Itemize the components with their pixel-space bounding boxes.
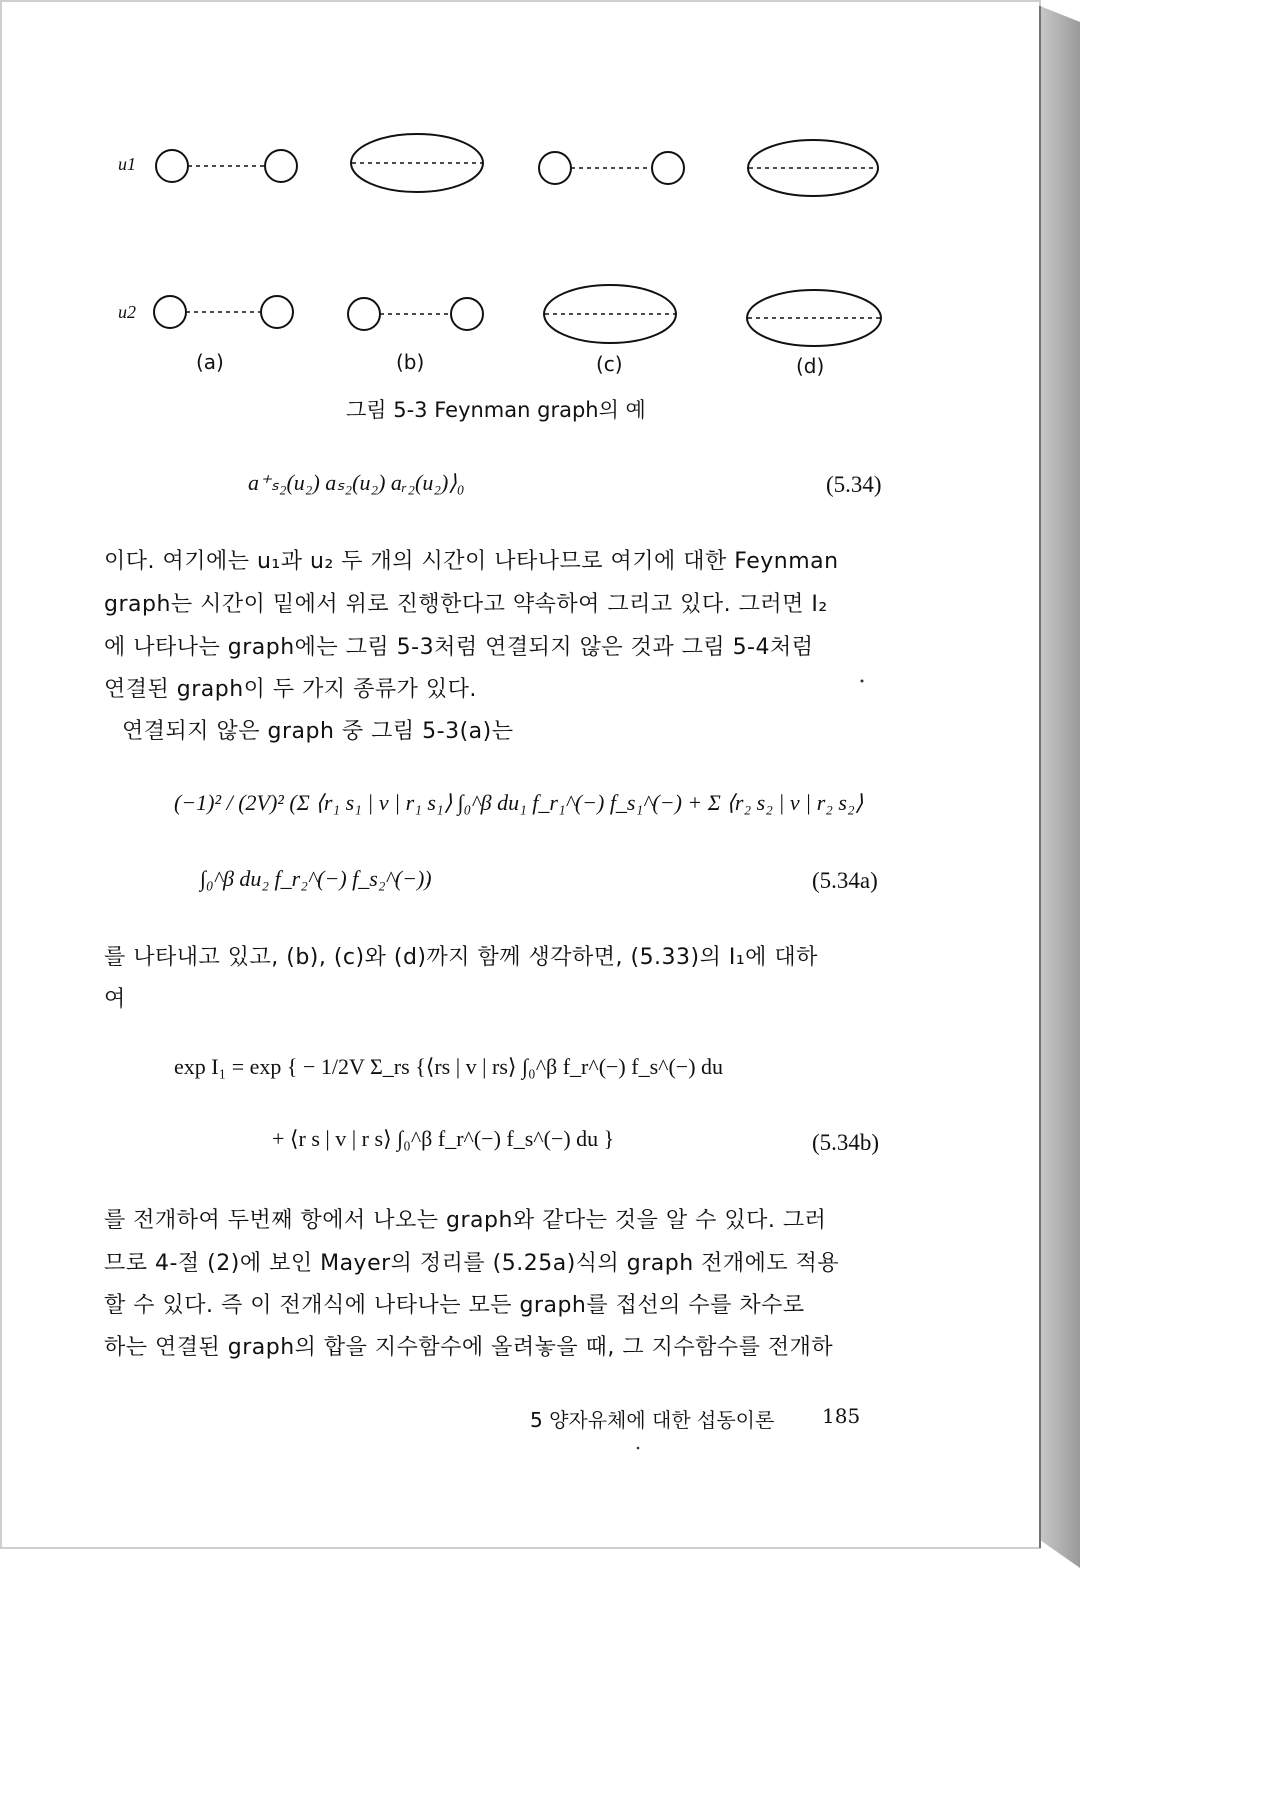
paragraph-line: 므로 4-절 (2)에 보인 Mayer의 정리를 (5.25a)식의 graph 전개에도 적용 <box>104 1251 840 1276</box>
paragraph-line: 연결되지 않은 graph 중 그림 5-3(a)는 <box>122 719 514 744</box>
equation-number-5-34b: (5.34b) <box>812 1130 880 1155</box>
vertex-circle <box>261 296 293 328</box>
graph-c-top <box>539 152 684 184</box>
graph-b-top <box>351 134 483 192</box>
graph-c-bottom <box>544 285 676 343</box>
equation-number-5-34: (5.34) <box>826 472 882 497</box>
graph-d-bottom <box>747 290 881 346</box>
paragraph-line: 에 나타나는 graph에는 그림 5-3처럼 연결되지 않은 것과 그림 5-4처럼 <box>104 635 814 660</box>
page-thickness-edge <box>1040 6 1080 1568</box>
equation-number-5-34a: (5.34a) <box>812 868 878 893</box>
graph-a-bottom <box>154 296 293 328</box>
equation-5-34a-line1: (−1)² / (2V)² (Σ ⟨r₁ s₁ | v | r₁ s₁⟩ ∫₀^β du₁ f_r₁^(−) f_s₁^(−) + Σ ⟨r₂ s₂ | v | r₂ s₂⟩ <box>174 790 864 815</box>
vertex-circle <box>652 152 684 184</box>
equation-5-34: a⁺ₛ₂(u₂) aₛ₂(u₂) aᵣ₂(u₂)⟩₀ <box>248 470 465 495</box>
paragraph-line: 하는 연결된 graph의 합을 지수함수에 올려놓을 때, 그 지수함수를 전개하 <box>104 1335 834 1360</box>
paragraph-line: graph는 시간이 밑에서 위로 진행한다고 약속하여 그리고 있다. 그러면 I₂ <box>104 592 828 617</box>
page-number: 185 <box>822 1404 861 1428</box>
paragraph-line: 할 수 있다. 즉 이 전개식에 나타나는 모든 graph를 접선의 수를 차수로 <box>104 1293 805 1318</box>
graph-b-bottom <box>348 298 483 330</box>
paragraph-line: 를 나타내고 있고, (b), (c)와 (d)까지 함께 생각하면, (5.33)의 I₁에 대하 <box>104 945 818 970</box>
graph-a-top <box>156 150 297 182</box>
vertex-circle <box>451 298 483 330</box>
panel-label-a: (a) <box>196 350 224 374</box>
vertex-circle <box>348 298 380 330</box>
feynman-figure <box>154 134 881 346</box>
vertex-circle <box>154 296 186 328</box>
panel-label-d: (d) <box>796 354 825 378</box>
running-title: 5 양자유체에 대한 섭동이론 <box>530 1408 775 1432</box>
vertex-circle <box>539 152 571 184</box>
equation-5-34b-line2: + ⟨r s | v | r s⟩ ∫₀^β f_r^(−) f_s^(−) du } <box>272 1126 615 1151</box>
paragraph-line: 여 <box>104 987 126 1012</box>
paragraph-line: 이다. 여기에는 u₁과 u₂ 두 개의 시간이 나타나므로 여기에 대한 Feynman <box>104 549 839 574</box>
paragraph-line: 를 전개하여 두번째 항에서 나오는 graph와 같다는 것을 알 수 있다. 그러 <box>104 1208 827 1233</box>
panel-label-b: (b) <box>396 350 425 374</box>
row-label-u1: u1 <box>118 154 136 174</box>
equation-5-34a-line2: ∫₀^β du₂ f_r₂^(−) f_s₂^(−)) <box>200 866 432 891</box>
graph-d-top <box>748 140 878 196</box>
paragraph-line: 연결된 graph이 두 가지 종류가 있다. <box>104 677 477 702</box>
vertex-circle <box>265 150 297 182</box>
row-label-u2: u2 <box>118 302 136 322</box>
equation-5-34b-line1: exp I₁ = exp { − 1/2V Σ_rs {⟨rs | v | rs⟩ ∫₀^β f_r^(−) f_s^(−) du <box>174 1054 724 1079</box>
panel-label-c: (c) <box>596 352 623 376</box>
vertex-circle <box>156 150 188 182</box>
figure-caption: 그림 5-3 Feynman graph의 예 <box>346 398 646 422</box>
